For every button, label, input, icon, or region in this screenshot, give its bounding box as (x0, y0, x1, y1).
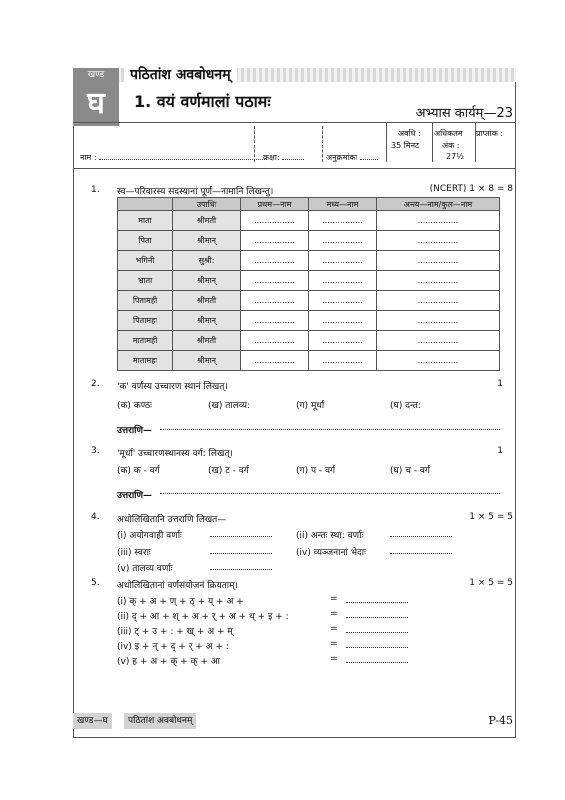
class-field[interactable] (263, 152, 304, 163)
q4-blank[interactable] (390, 548, 452, 554)
q1-marks: (NCERT) 1 × 8 = 8 (429, 184, 513, 194)
relation-cell: माता (118, 211, 173, 231)
name-field[interactable] (80, 152, 267, 163)
first-name-cell[interactable]: ................ (241, 271, 309, 291)
footer-section-tag: खण्ड—घ (73, 713, 112, 729)
last-name-cell[interactable]: ................ (377, 291, 500, 311)
q5-item: (iii) ट् + उ + : + ख् + अ + म् (117, 627, 233, 637)
q4-blank[interactable] (210, 531, 272, 537)
q5-equals: = (330, 609, 338, 619)
table-row (118, 251, 500, 271)
table-row (118, 231, 500, 251)
q5-blank[interactable] (346, 642, 408, 648)
q5-blank[interactable] (346, 627, 408, 633)
table-header: मध्य—नाम (309, 198, 377, 211)
first-name-cell[interactable]: ................ (241, 351, 309, 371)
table-row (118, 331, 500, 351)
rule (73, 122, 516, 123)
q5-blank[interactable] (346, 612, 408, 618)
q3-text: 'मूर्धा' उच्चारणस्थानस्य वर्ग: लिखत्। (117, 449, 233, 459)
table-row (118, 351, 500, 371)
footer-title-tag: पठितांश अवबोधनम् (124, 713, 196, 729)
rule (386, 122, 387, 162)
name-blank (99, 152, 267, 160)
title-cell: श्रीमती (173, 211, 241, 231)
q3-option-a[interactable]: (क) क - वर्ग (117, 466, 160, 476)
q2-answer-label: उत्तराणि— (117, 426, 153, 436)
obtained-label: प्राप्तांक : (476, 129, 504, 138)
q2-answer-line[interactable] (160, 422, 500, 430)
relation-cell: भ्राता (118, 271, 173, 291)
middle-name-cell[interactable]: ................ (309, 211, 377, 231)
q1-number: 1. (91, 185, 100, 195)
q2-option-b[interactable]: (ख) तालव्य: (208, 401, 251, 411)
table-header (118, 198, 173, 211)
middle-name-cell[interactable]: ................ (309, 291, 377, 311)
middle-name-cell[interactable]: ................ (309, 351, 377, 371)
title-cell: श्रीमती (173, 291, 241, 311)
practice-label: अभ्यास कार्यम्—23 (415, 106, 513, 121)
middle-name-cell[interactable]: ................ (309, 311, 377, 331)
q2-option-a[interactable]: (क) कण्ठः (117, 401, 152, 411)
q4-number: 4. (91, 512, 100, 522)
q4-marks: 1 × 5 = 5 (469, 512, 513, 522)
roll-field[interactable] (326, 152, 378, 163)
q5-item: (ii) द् + आ + श् + अ + र् + अ + थ् + इ + : (117, 612, 289, 622)
last-name-cell[interactable]: ................ (377, 251, 500, 271)
roll-label: अनुक्रमांकः (326, 153, 358, 162)
q4-item: (iv) व्यञ्जनानां भेदाः (296, 548, 366, 558)
rule (322, 126, 323, 162)
table-row (118, 211, 500, 231)
page-number: P-45 (488, 714, 513, 727)
last-name-cell[interactable]: ................ (377, 351, 500, 371)
section-letter: घ (73, 82, 119, 126)
q4-text: अधोलिखितानि उत्तराणि लिखत— (117, 515, 227, 525)
q4-item: (i) अयोगवाही वर्णाः (117, 531, 182, 541)
q5-marks: 1 × 5 = 5 (469, 578, 513, 588)
title-cell: श्रीमान् (173, 271, 241, 291)
title-cell: श्रीमान् (173, 311, 241, 331)
table-row (118, 291, 500, 311)
title-cell: श्रीमान् (173, 351, 241, 371)
table-row (118, 311, 500, 331)
q5-text: अधोलिखितानां वर्णसंयोजनं क्रियताम्। (117, 581, 238, 591)
duration-value: 35 मिनट (391, 141, 420, 150)
q5-number: 5. (91, 578, 100, 588)
max-value: 27½ (446, 152, 464, 161)
q5-equals: = (330, 639, 338, 649)
q3-number: 3. (91, 446, 100, 456)
name-label: नाम : (80, 153, 97, 162)
q3-answer-line[interactable] (160, 486, 500, 494)
relation-cell: पितामहः (118, 311, 173, 331)
q4-blank[interactable] (210, 564, 272, 570)
last-name-cell[interactable]: ................ (377, 231, 500, 251)
rule (432, 122, 433, 162)
middle-name-cell[interactable]: ................ (309, 331, 377, 351)
first-name-cell[interactable]: ................ (241, 211, 309, 231)
relation-cell: मातामहः (118, 351, 173, 371)
title-cell: श्रीमान् (173, 231, 241, 251)
class-blank (282, 152, 304, 160)
q2-option-c[interactable]: (ग) मूर्धा (296, 401, 325, 411)
first-name-cell[interactable]: ................ (241, 291, 309, 311)
rule (73, 168, 516, 169)
duration-label: अवधि : (398, 129, 421, 138)
q4-blank[interactable] (390, 531, 452, 537)
middle-name-cell[interactable]: ................ (309, 251, 377, 271)
family-table (117, 197, 500, 371)
max-label-2: अंक : (442, 141, 460, 150)
q5-equals: = (330, 594, 338, 604)
q3-option-c[interactable]: (ग) प - वर्ग (296, 466, 336, 476)
last-name-cell[interactable]: ................ (377, 271, 500, 291)
q5-item: (v) ह + अ + क् + क् + आ (117, 657, 220, 667)
last-name-cell[interactable]: ................ (377, 331, 500, 351)
first-name-cell[interactable]: ................ (241, 251, 309, 271)
table-header-row (118, 198, 500, 211)
q2-option-d[interactable]: (घ) दन्त: (390, 401, 421, 411)
q3-marks: 1 (497, 446, 503, 456)
q4-blank[interactable] (210, 548, 272, 554)
q4-item: (v) तालव्य वर्णाः (117, 564, 173, 574)
relation-cell: भगिनी (118, 251, 173, 271)
q2-text: 'क' वर्णस्य उच्चारण स्थानं लिखत्। (117, 382, 228, 392)
max-label: अधिकतम (434, 129, 463, 138)
title-cell: सुश्री: (173, 251, 241, 271)
q5-blank[interactable] (346, 597, 408, 603)
class-label: कक्षा: (263, 153, 280, 162)
table-header: प्रथम—नाम (241, 198, 309, 211)
title-cell: श्रीमती (173, 331, 241, 351)
roll-blank (360, 152, 378, 160)
first-name-cell[interactable]: ................ (241, 331, 309, 351)
q3-option-d[interactable]: (घ) च - वर्ग (390, 466, 430, 476)
relation-cell: पितामही (118, 291, 173, 311)
last-name-cell[interactable]: ................ (377, 211, 500, 231)
middle-name-cell[interactable]: ................ (309, 271, 377, 291)
first-name-cell[interactable]: ................ (241, 231, 309, 251)
khanda-tag: खण्ड (73, 68, 119, 82)
q3-answer-label: उत्तराणि— (117, 491, 153, 501)
table-header: अन्त्य—नाम/कुल—नाम (377, 198, 500, 211)
chapter-title: 1. वयं वर्णमालां पठामः (134, 92, 271, 111)
q2-marks: 1 (497, 379, 503, 389)
q3-option-b[interactable]: (ख) ट - वर्ग (208, 466, 249, 476)
q1-text: स्व—परिवारस्य सदस्यानां पूर्ण—नामानि लिखन्तु। (117, 187, 274, 197)
last-name-cell[interactable]: ................ (377, 311, 500, 331)
q5-equals: = (330, 654, 338, 664)
relation-cell: पिता (118, 231, 173, 251)
q4-item: (ii) अन्तः स्था: वर्णाः (296, 531, 364, 541)
middle-name-cell[interactable]: ................ (309, 231, 377, 251)
q5-equals: = (330, 624, 338, 634)
table-row (118, 271, 500, 291)
q5-item: (iv) इ + न् + द् + र् + अ + : (117, 642, 229, 652)
q4-item: (iii) स्वराः (117, 548, 151, 558)
first-name-cell[interactable]: ................ (241, 311, 309, 331)
q5-item: (i) क् + अ + ण् + ठ् + य् + अ + (117, 597, 244, 607)
table-header: उपाधिः (173, 198, 241, 211)
q5-blank[interactable] (346, 657, 408, 663)
relation-cell: मातामही (118, 331, 173, 351)
section-title: पठितांश अवबोधनम् (124, 66, 237, 84)
q2-number: 2. (91, 379, 100, 389)
